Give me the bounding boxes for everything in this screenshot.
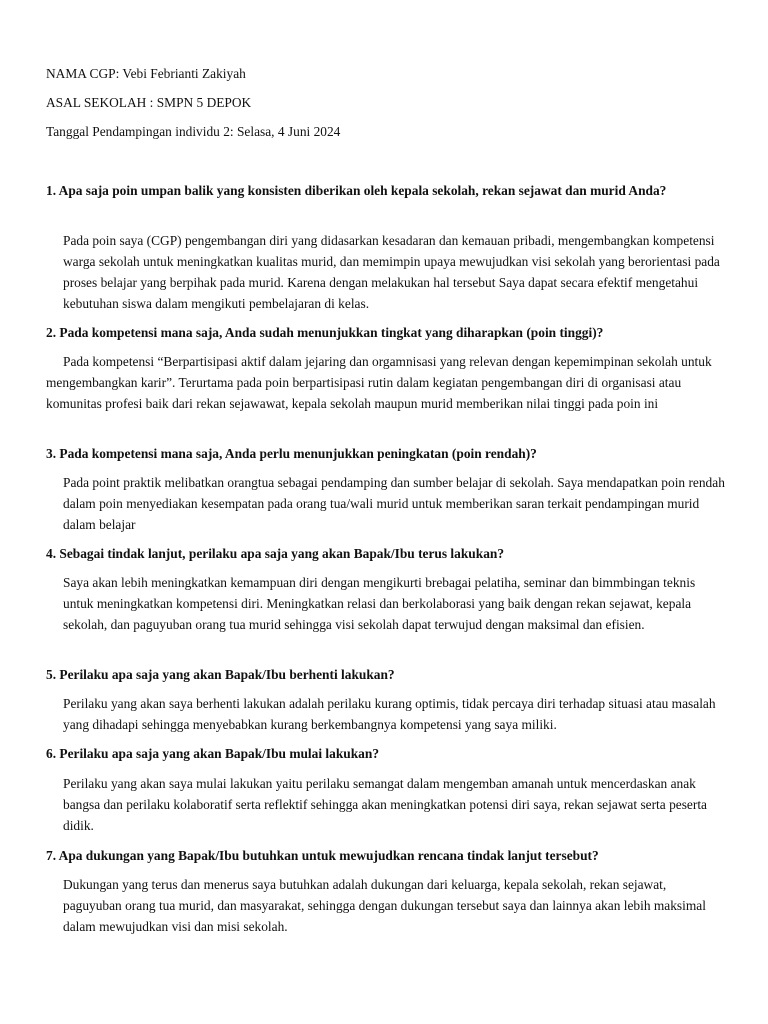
tanggal-pendampingan: Tanggal Pendampingan individu 2: Selasa, 4 Juni 2024 [46, 124, 341, 139]
question-2: 2. Pada kompetensi mana saja, Anda sudah menunjukkan tingkat yang diharapkan (poin tinggi)? [46, 325, 604, 340]
question-5: 5. Perilaku apa saja yang akan Bapak/Ibu berhenti lakukan? [46, 667, 395, 682]
answer-1: Pada poin saya (CGP) pengembangan diri yang didasarkan kesadaran dan kemauan pribadi, mengembangkan kompetensi warga sekolah untuk meningkatkan kualitas murid, dan memimpin upaya mewujudkan visi sekolah yang berorientasi pada proses belajar yang berpihak pada murid. Karena dengan melakukan hal tersebut Saya dapat secara efektif mengetahui kebutuhan siswa dalam mengikuti pembelajaran di kelas. [63, 233, 720, 311]
answer-4: Saya akan lebih meningkatkan kemampuan diri dengan mengikurti brebagai pelatiha, seminar dan bimmbingan teknis untuk meningkatkan kompetensi diri. Meningkatkan relasi dan berkolaborasi yang baik dengan rekan sejawat, kepala sekolah, dan paguyuban orang tua murid sehingga visi sekolah dapat terwujud dengan maksimal dan efisien. [63, 575, 696, 632]
answer-3: Pada point praktik melibatkan orangtua sebagai pendamping dan sumber belajar di sekolah. Saya mendapatkan poin rendah dalam poin menyediakan kesempatan pada orang tua/wali murid untuk memberikan saran terkait pendampingan murid dalam belajar [63, 475, 725, 532]
question-7: 7. Apa dukungan yang Bapak/Ibu butuhkan untuk mewujudkan rencana tindak lanjut tersebut? [46, 848, 599, 863]
asal-sekolah: ASAL SEKOLAH : SMPN 5 DEPOK [46, 95, 252, 110]
nama-cgp: NAMA CGP: Vebi Febrianti Zakiyah [46, 66, 246, 81]
question-3: 3. Pada kompetensi mana saja, Anda perlu menunjukkan peningkatan (poin rendah)? [46, 446, 537, 461]
question-6: 6. Perilaku apa saja yang akan Bapak/Ibu mulai lakukan? [46, 746, 380, 761]
question-4: 4. Sebagai tindak lanjut, perilaku apa saja yang akan Bapak/Ibu terus lakukan? [46, 546, 505, 561]
answer-7: Dukungan yang terus dan menerus saya butuhkan adalah dukungan dari keluarga, kepala sekolah, rekan sejawat, paguyuban orang tua murid, dan masyarakat, sehingga dengan dukungan tersebut saya dan lainnya akan lebih maksimal dalam mewujudkan visi dan misi sekolah. [63, 877, 706, 934]
answer-2: Pada kompetensi “Berpartisipasi aktif dalam jejaring dan orgamnisasi yang relevan dengan kepemimpinan sekolah untuk mengembangkan karir”. Terurtama pada poin berpartisipasi rutin dalam kegiatan pengembangan diri di organisasi atau komunitas profesi baik dari rekan sejawawat, kepala sekolah maupun murid memberikan nilai tinggi pada poin ini [46, 354, 712, 411]
answer-6: Perilaku yang akan saya mulai lakukan yaitu perilaku semangat dalam mengemban amanah untuk mencerdaskan anak bangsa dan perilaku kolaboratif serta reflektif sehingga akan meningkatkan potensi diri saya, rekan sejawat serta peserta didik. [63, 776, 707, 833]
question-1: 1. Apa saja poin umpan balik yang konsisten diberikan oleh kepala sekolah, rekan sejawat dan murid Anda? [46, 183, 667, 198]
answer-5: Perilaku yang akan saya berhenti lakukan adalah perilaku kurang optimis, tidak percaya diri terhadap situasi atau masalah yang dihadapi sehingga menyebabkan kurang berkembangnya kompetensi yang saya miliki. [63, 696, 716, 732]
